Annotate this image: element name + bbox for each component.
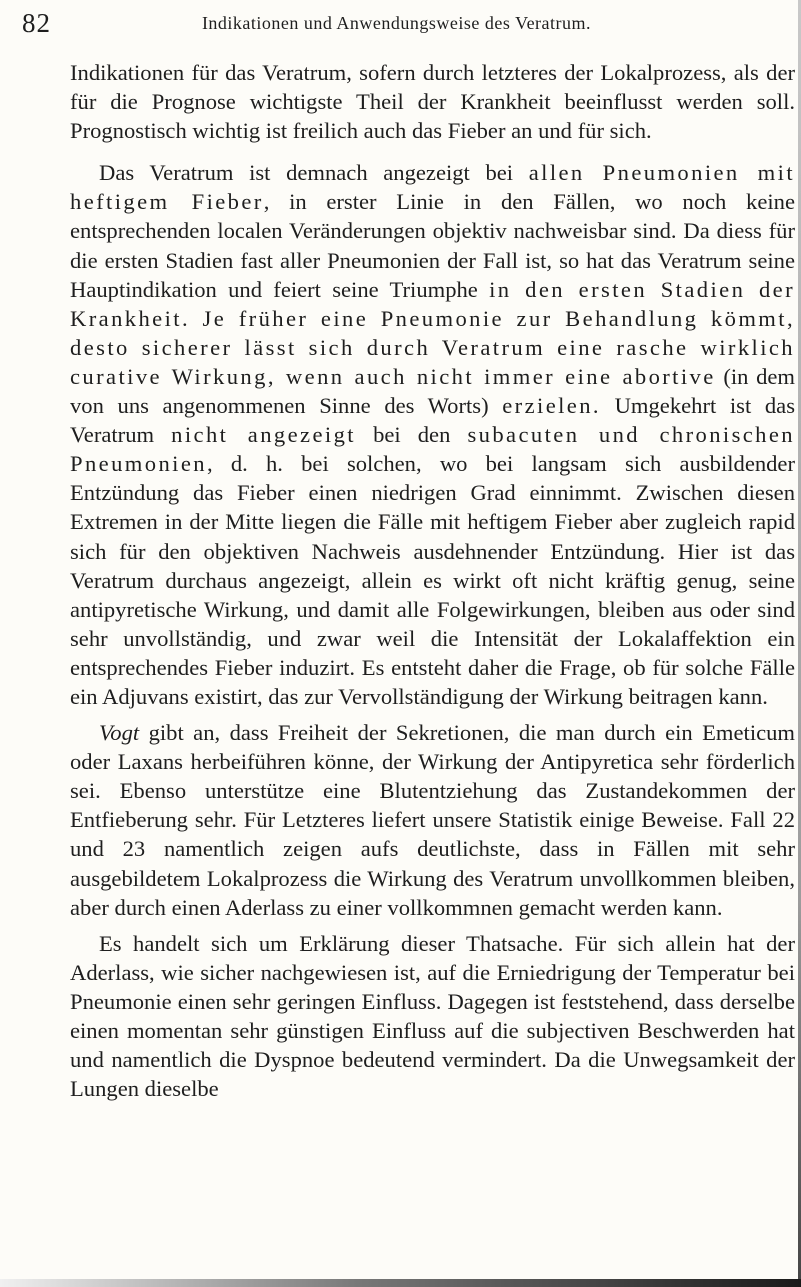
paragraph-2-text-e: (in dem von uns angenommenen Sinne des Worts) — [70, 363, 796, 419]
emphasis-ersten-stadien: in den ersten Stadien der Krankheit. Je früher eine Pneumonie zur Behandlung kömmt, desto sicherer lässt sich durch Veratrum eine rasche wirklich curative Wirkung, wenn auch nicht immer eine abortive — [70, 276, 795, 389]
emphasis-subacuten-chronischen: subacuten und chronischen Pneumonien — [70, 422, 796, 477]
paragraph-3 — [70, 718, 795, 922]
page-header — [22, 8, 771, 42]
emphasis-nicht-angezeigt: nicht angezeigt — [171, 422, 356, 448]
emphasis-erzielen: erzielen. — [502, 393, 601, 419]
emphasis-allen-pneumonien: allen Pneumonien mit heftigem Fieber — [70, 160, 795, 215]
paragraph-4: Es handelt sich um Erklärung dieser Thatsache. Für sich allein hat der Aderlass, wie sicher nachgewiesen ist, auf die Erniedrigung der Temperatur bei Pneumonie einen sehr geringen Einfluss. Dagegen ist feststehend, dass derselbe einen momentan sehr günstigen Einfluss auf die subjectiven Beschwerden hat und namentlich die Dyspnoe bedeutend vermindert. Da die Unwegsamkeit der Lungen dieselbe — [70, 930, 795, 1102]
paragraph-3-text: gibt an, dass Freiheit der Sekretionen, die man durch ein Emeticum oder Laxans herbeiführen könne, der Wirkung der Antipyretica sehr förderlich sei. Ebenso unterstütze eine Blutentziehung das Zustandekommen der Entfieberung sehr. Für Letzteres liefert unsere Statistik einige Beweise. Fall 22 und 23 namentlich zeigen aufs deutlichste, dass in Fällen mit sehr ausgebildetem Lokalprozess die Wirkung des Veratrum unvollkommen bleiben, aber durch einen Aderlass zu einer vollkommnen gemacht werden kann. — [70, 720, 795, 920]
scan-bottom-edge — [0, 1279, 801, 1287]
page-number: 82 — [22, 8, 51, 38]
author-name-vogt: Vogt — [99, 720, 140, 746]
paragraph-2-text-i: bei den — [355, 422, 468, 448]
body-text — [70, 58, 795, 1103]
running-head: Indikationen und Anwendungsweise des Veratrum. — [201, 13, 592, 33]
paragraph-2-text-k: , d. h. bei solchen, wo bei langsam sich ausbildender Entzündung das Fieber einen niedrigen Grad einnimmt. Zwischen diesen Extremen in der Mitte liegen die Fälle mit heftigem Fieber aber zugleich rapid sich für den objektiven Nachweis ausdehnender Entzündung. Hier ist das Veratrum durchaus angezeigt, allein es wirkt oft nicht kräftig genug, seine antipyretische Wirkung, und damit alle Folgewirkungen, bleiben aus oder sind sehr unvollständig, und zwar weil die Intensität der Lokalaffektion ein entsprechendes Fieber induzirt. Es entsteht daher die Frage, ob für solche Fälle ein Adjuvans existirt, das zur Vervollständigung der Wirkung beitragen kann. — [70, 451, 795, 709]
paragraph-2 — [70, 158, 795, 711]
paragraph-2-text-c: , in erster Linie in den Fällen, wo noch keine entsprechenden localen Veränderungen objektiv nachweisbar sind. Da diess für die ersten Stadien fast aller Pneumonien der Fall ist, so hat das Veratrum seine Hauptindikation und feiert seine Triumphe — [70, 189, 795, 302]
paragraph-2-text-g: Umgekehrt ist das Veratrum — [70, 393, 795, 448]
paragraph-1: Indikationen für das Veratrum, sofern durch letzteres der Lokalprozess, als der für die Prognose wichtigste Theil der Krankheit beeinflusst werden soll. Prognostisch wichtig ist freilich auch das Fieber an und für sich. — [70, 60, 795, 144]
paragraph-2-text-a: Das Veratrum ist demnach angezeigt bei — [99, 160, 529, 186]
